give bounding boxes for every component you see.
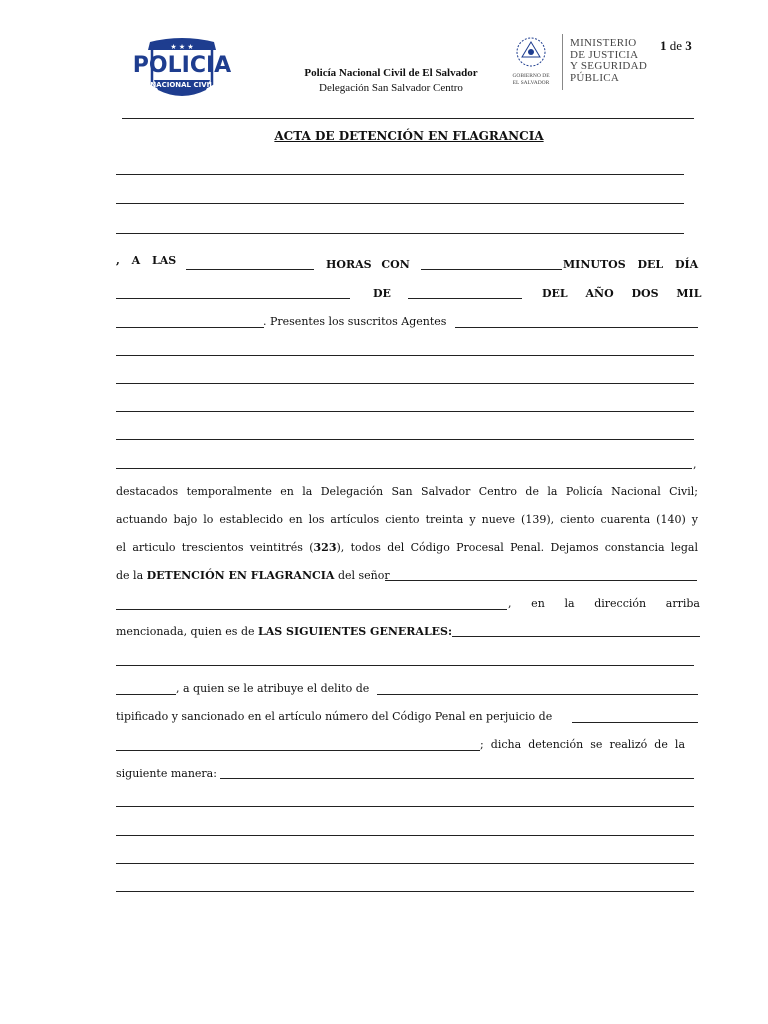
header-rule [122, 118, 694, 119]
year-field[interactable] [116, 327, 264, 328]
detainee-name-field[interactable] [385, 580, 697, 581]
blank-line[interactable] [116, 411, 694, 412]
svg-text:NACIONAL CIVIL: NACIONAL CIVIL [150, 81, 214, 89]
svg-text:POLICIA: POLICIA [132, 53, 232, 78]
header-institution [276, 66, 506, 96]
crime-field[interactable] [377, 694, 698, 695]
paragraph-line: el articulo trescientos veintitrés (323), todos del Código Procesal Penal. Dejamos constancia legal [116, 541, 699, 554]
minutos-del-dia-label: MINUTOS DEL DÍA [563, 258, 699, 271]
a-quien-label: , a quien se le atribuye el delito de [176, 682, 370, 695]
tipificado-label: tipificado y sancionado en el artículo número del Código Penal en perjuicio de [116, 710, 553, 723]
delegation-name: Delegación San Salvador Centro [319, 82, 463, 94]
government-text: GOBIERNO DE EL SALVADOR [512, 73, 550, 86]
victim-field-cont[interactable] [116, 750, 480, 751]
paragraph-line: destacados temporalmente en la Delegación San Salvador Centro de la Policía Nacional Civil; [116, 485, 698, 498]
month-field[interactable] [408, 298, 522, 299]
blank-line[interactable] [116, 383, 694, 384]
victim-field[interactable] [572, 722, 698, 723]
comma: , [693, 458, 697, 471]
blank-line[interactable] [116, 863, 694, 864]
manner-field[interactable] [220, 778, 694, 779]
presentes-label: . Presentes los suscritos Agentes [263, 315, 447, 328]
horas-con-label: HORAS CON [326, 258, 410, 271]
generales-field[interactable] [452, 636, 700, 637]
paragraph-line: actuando bajo lo establecido en los artículos ciento treinta y nueve (139), ciento cuarenta (140) y [116, 513, 698, 526]
mencionada-label: mencionada, quien es de LAS SIGUIENTES GENERALES: [116, 625, 453, 638]
a-las-label: , A LAS [116, 254, 177, 267]
blank-line[interactable] [116, 806, 694, 807]
minutes-field[interactable] [421, 269, 562, 270]
blank-line[interactable] [116, 665, 694, 666]
blank-line[interactable] [116, 835, 694, 836]
day-field[interactable] [116, 298, 350, 299]
blank-line[interactable] [116, 355, 694, 356]
hour-field[interactable] [186, 269, 314, 270]
page-number: 1 de 3 [660, 38, 692, 53]
header-divider [562, 34, 563, 90]
dicha-detencion-label: ; dicha detención se realizó de la [480, 738, 685, 751]
prefix-field[interactable] [116, 694, 176, 695]
blank-line[interactable] [116, 468, 692, 469]
svg-text:★ ★ ★: ★ ★ ★ [170, 43, 194, 51]
blank-line[interactable] [116, 439, 694, 440]
policia-logo [120, 36, 244, 102]
de-label: DE [373, 287, 391, 300]
del-ano-label: DEL AÑO DOS MIL [542, 287, 702, 300]
blank-line[interactable] [116, 174, 684, 175]
detainee-name-field-cont[interactable] [116, 609, 507, 610]
blank-line[interactable] [116, 891, 694, 892]
siguiente-manera-label: siguiente manera: [116, 767, 217, 780]
blank-line[interactable] [116, 233, 684, 234]
paragraph-line: de la DETENCIÓN EN FLAGRANCIA del señor [116, 569, 390, 582]
document-title: ACTA DE DETENCIÓN EN FLAGRANCIA [274, 129, 544, 143]
institution-name: Policía Nacional Civil de El Salvador [304, 67, 478, 79]
agents-field[interactable] [455, 327, 698, 328]
en-la-direccion-label: , en la dirección arriba [508, 597, 700, 610]
ministry-name: MINISTERIO DE JUSTICIA Y SEGURIDAD PÚBLICA [570, 37, 648, 84]
blank-line[interactable] [116, 203, 684, 204]
